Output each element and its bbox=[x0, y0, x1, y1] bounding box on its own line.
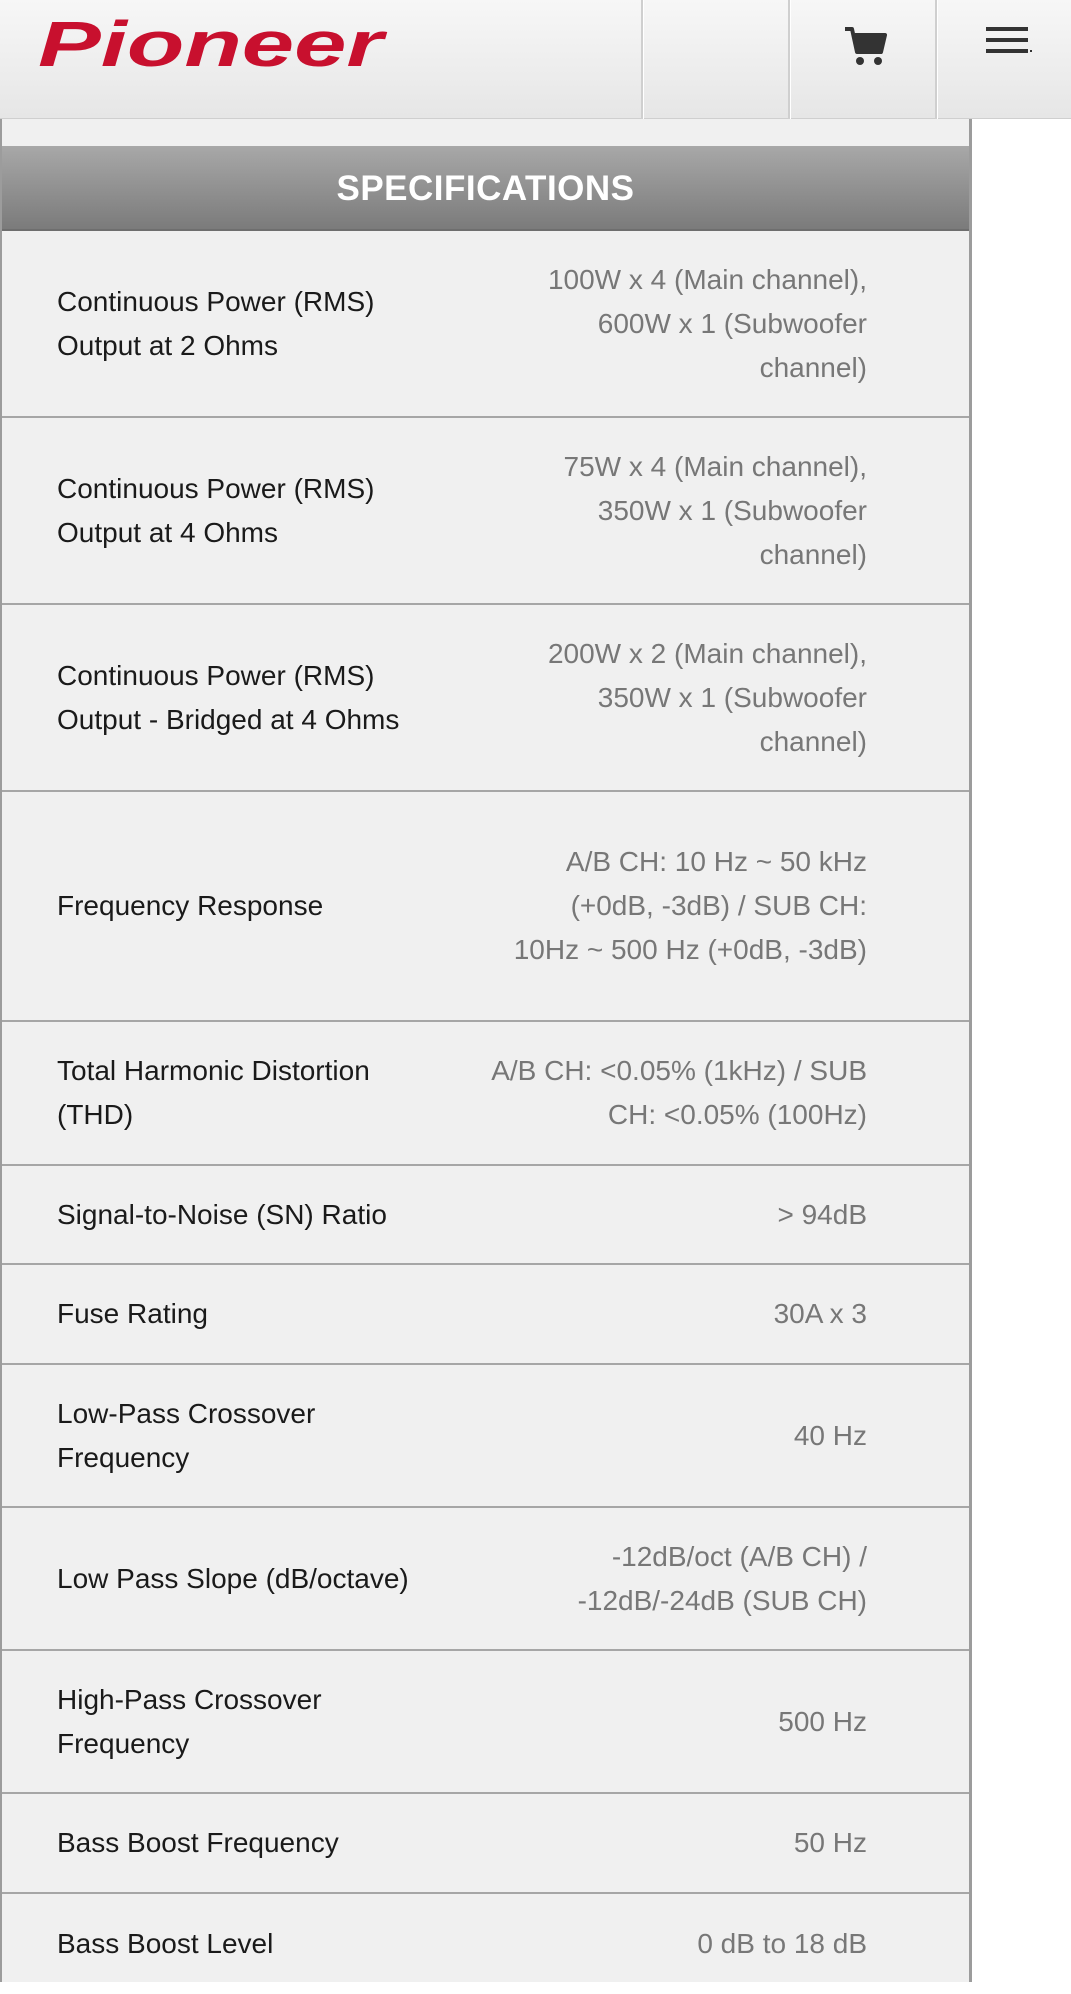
spec-label: Continuous Power (RMS) Output at 2 Ohms bbox=[57, 285, 375, 361]
spec-label: Bass Boost Frequency bbox=[57, 1827, 339, 1858]
site-header bbox=[0, 0, 1071, 119]
spec-label: Total Harmonic Distortion (THD) bbox=[57, 1055, 370, 1130]
cart-icon bbox=[843, 24, 887, 68]
hamburger-menu-icon bbox=[986, 24, 1034, 60]
cart-button[interactable] bbox=[790, 0, 935, 119]
spec-row bbox=[2, 792, 969, 1022]
spec-row bbox=[2, 1022, 969, 1166]
spec-row bbox=[2, 231, 969, 418]
spec-value: 40 Hz bbox=[793, 1419, 867, 1451]
spec-value: 500 Hz bbox=[778, 1705, 867, 1737]
spec-label: High-Pass Crossover Frequency bbox=[57, 1683, 322, 1759]
spec-value: A/B CH: 10 Hz ~ 50 kHz (+0dB, -3dB) / SUB CH: 10Hz ~ 500 Hz (+0dB, -3dB) bbox=[513, 846, 867, 965]
spec-row bbox=[2, 418, 969, 605]
spec-value: -12dB/oct (A/B CH) / -12dB/-24dB (SUB CH) bbox=[577, 1540, 867, 1616]
spec-value: 30A x 3 bbox=[773, 1298, 867, 1329]
spec-value: 50 Hz bbox=[793, 1827, 867, 1858]
spec-label: Low Pass Slope (dB/octave) bbox=[57, 1562, 409, 1594]
spec-label: Continuous Power (RMS) Output at 4 Ohms bbox=[57, 472, 375, 548]
spec-row bbox=[2, 1794, 969, 1894]
spec-value: 200W x 2 (Main channel), 350W x 1 (Subwoofer channel) bbox=[547, 637, 867, 757]
spec-label: Signal-to-Noise (SN) Ratio bbox=[57, 1198, 387, 1230]
specifications-table bbox=[2, 231, 969, 1994]
spec-label: Low-Pass Crossover Frequency bbox=[57, 1397, 316, 1473]
spec-value: 100W x 4 (Main channel), 600W x 1 (Subwoofer channel) bbox=[547, 263, 867, 383]
spec-row bbox=[2, 1508, 969, 1651]
pioneer-logo[interactable] bbox=[38, 8, 388, 80]
spec-value: A/B CH: <0.05% (1kHz) / SUB CH: <0.05% (100Hz) bbox=[491, 1055, 867, 1130]
spec-row bbox=[2, 1265, 969, 1365]
spec-row bbox=[2, 1894, 969, 1994]
spec-row bbox=[2, 605, 969, 792]
spec-value: > 94dB bbox=[777, 1198, 867, 1230]
header-divider bbox=[641, 0, 644, 119]
brand-text: Pioneer bbox=[38, 8, 388, 80]
spec-row bbox=[2, 1651, 969, 1794]
spec-label: Frequency Response bbox=[57, 890, 324, 921]
spec-label: Fuse Rating bbox=[57, 1298, 208, 1329]
spec-value: 75W x 4 (Main channel), 350W x 1 (Subwoofer channel) bbox=[563, 450, 867, 570]
spec-label: Continuous Power (RMS) Output - Bridged at 4 Ohms bbox=[57, 659, 400, 735]
specifications-heading: SPECIFICATIONS bbox=[2, 146, 969, 231]
spec-label: Bass Boost Level bbox=[57, 1928, 274, 1959]
spec-row bbox=[2, 1365, 969, 1508]
specifications-card bbox=[0, 119, 972, 1982]
menu-button[interactable] bbox=[937, 0, 1071, 119]
spec-value: 0 dB to 18 dB bbox=[697, 1928, 867, 1959]
spec-row bbox=[2, 1166, 969, 1265]
